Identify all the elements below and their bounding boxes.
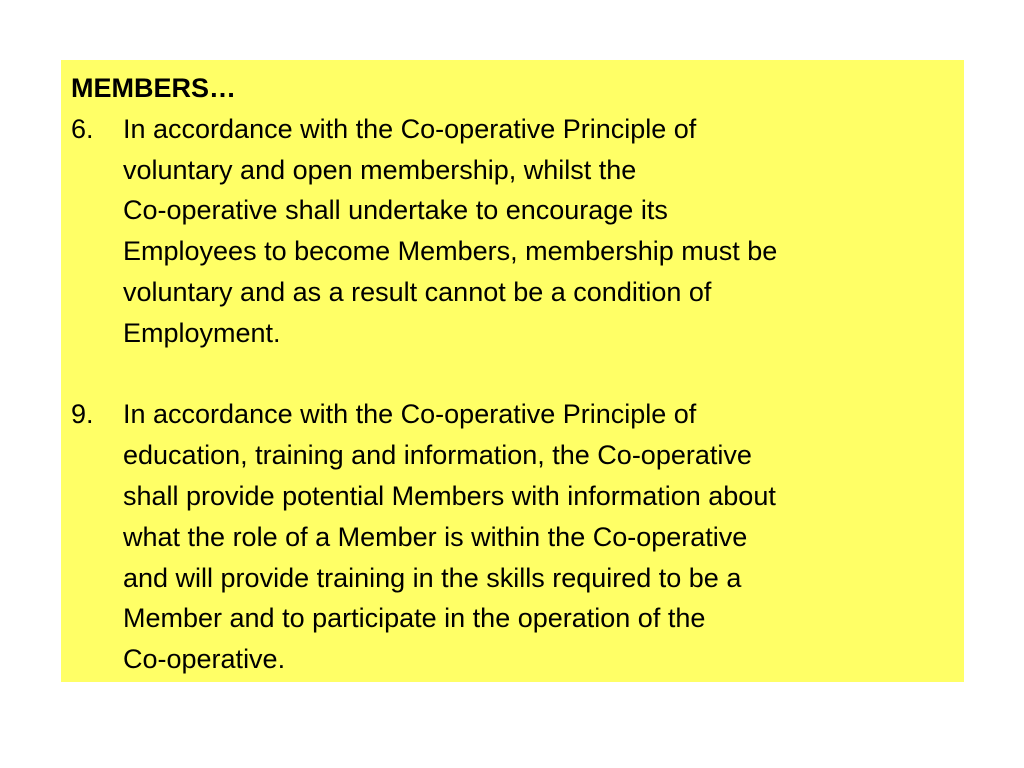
- text-line: and will provide training in the skills required to be a: [123, 562, 742, 593]
- list-item-text: [123, 109, 954, 354]
- list-item-number: 9.: [71, 399, 94, 430]
- highlighted-text-box: [61, 60, 964, 682]
- text-line: Member and to participate in the operation of the: [123, 603, 706, 634]
- list-item-9: [71, 394, 954, 680]
- list-item-text: [123, 394, 954, 680]
- list-item-6: [71, 109, 954, 354]
- list-item-number: 6.: [71, 113, 94, 144]
- text-line: In accordance with the Co-operative Principle of: [123, 113, 697, 144]
- text-line: shall provide potential Members with information about: [123, 480, 776, 511]
- paragraph-spacer: [71, 354, 954, 395]
- text-line: Co-operative shall undertake to encourage its: [123, 195, 668, 226]
- text-line: voluntary and as a result cannot be a condition of: [123, 276, 712, 307]
- text-line: Co-operative.: [123, 644, 286, 675]
- text-line: education, training and information, the Co-operative: [123, 440, 752, 471]
- text-line: In accordance with the Co-operative Principle of: [123, 399, 697, 430]
- section-heading: MEMBERS…: [71, 73, 237, 103]
- text-line: voluntary and open membership, whilst the: [123, 154, 637, 185]
- text-line: Employees to become Members, membership must be: [123, 236, 778, 267]
- text-line: what the role of a Member is within the Co-operative: [123, 521, 748, 552]
- text-line: Employment.: [123, 317, 281, 348]
